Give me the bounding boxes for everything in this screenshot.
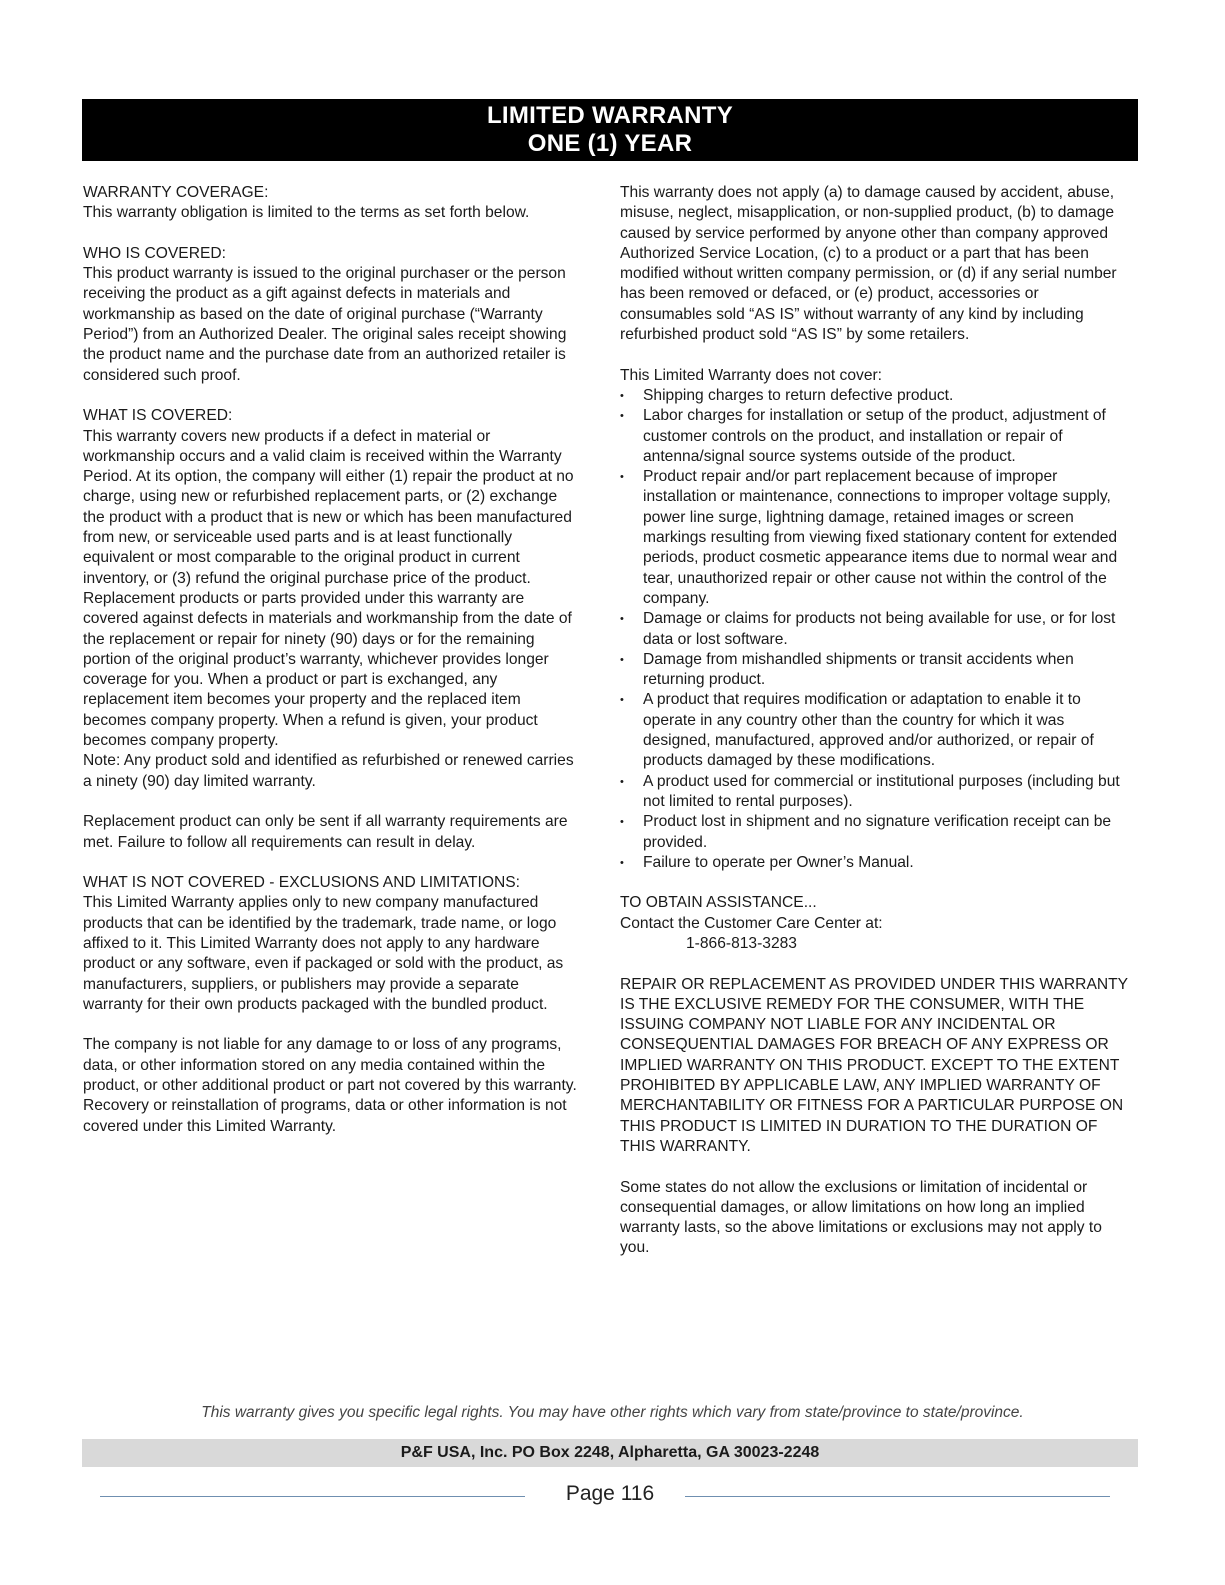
list-item: • Damage or claims for products not being available for use, or for lost data or lost software. [620,609,1130,650]
who-covered-body: This product warranty is issued to the original purchaser or the person receiving the product as a gift against defects in materials and workmanship as based on the date of original purchase (“Warranty Period”) from an Authorized Dealer. The original sales receipt showing the product name and the purchase date from an authorized retailer is considered such proof. [83,265,567,384]
what-covered-section [83,406,583,792]
list-item: • Damage from mishandled shipments or transit accidents when returning product. [620,650,1130,691]
page-divider-right [685,1496,1110,1497]
not-covered-body: This Limited Warranty applies only to new company manufactured products that can be identified by the trademark, trade name, or logo affixed to it. This Limited Warranty does not apply to any hardware product or any software, even if packaged or sold with the product, as manufacturers, suppliers, or publishers may provide a separate warranty for their own products packaged with the bundled product. [83,894,564,1013]
remedy-section [620,975,1130,1158]
customer-care-phone: 1-866-813-3283 [686,934,797,952]
page-divider-left [100,1496,525,1497]
not-covered-heading: WHAT IS NOT COVERED - EXCLUSIONS AND LIMITATIONS: [83,874,520,892]
not-apply-section [620,183,1130,345]
liability-section [83,1035,583,1136]
coverage-section [83,183,583,224]
exclusion-list [620,386,1130,873]
coverage-body: This warranty obligation is limited to the terms as set forth below. [83,204,530,222]
page-number: Page 116 [565,1482,655,1505]
states-section [620,1178,1130,1259]
what-covered-p2: Replacement products or parts provided under this warranty are covered against defects in materials and workmanship from the date of the replacement or repair for ninety (90) days or for the remaining portion of the original product’s warranty, whichever provides longer coverage for you. When a product or part is exchanged, any replacement item becomes your property and the replaced item becomes company property. When a refund is given, your product becomes company property. [83,589,572,750]
does-not-cover-section [620,366,1130,873]
warranty-title-bar [82,99,1138,161]
refurbished-note: Note: Any product sold and identified as refurbished or renewed carries a ninety (90) day limited warranty. [83,752,574,790]
who-covered-section [83,244,583,386]
assistance-heading: TO OBTAIN ASSISTANCE... [620,894,817,912]
what-covered-heading: WHAT IS COVERED: [83,407,233,425]
does-not-cover-intro: This Limited Warranty does not cover: [620,366,883,384]
list-item: • Shipping charges to return defective product. [620,386,1130,406]
not-covered-section [83,873,583,1015]
list-item: • Failure to operate per Owner’s Manual. [620,853,1130,873]
list-item: • Labor charges for installation or setup of the product, adjustment of customer controls on the product, and installation or repair of antenna/signal source systems outside of the product. [620,406,1130,467]
legal-rights-note: This warranty gives you specific legal rights. You may have other rights which vary from state/province to state/province. [201,1404,1024,1421]
remedy-body: REPAIR OR REPLACEMENT AS PROVIDED UNDER THIS WARRANTY IS THE EXCLUSIVE REMEDY FOR THE CONSUMER, WITH THE ISSUING COMPANY NOT LIABLE FOR ANY INCIDENTAL OR CONSEQUENTIAL DAMAGES FOR BREACH OF ANY EXPRESS OR IMPLIED WARRANTY ON THIS PRODUCT. EXCEPT TO THE EXTENT PROHIBITED BY APPLICABLE LAW, ANY IMPLIED WARRANTY OF MERCHANTABILITY OR FITNESS FOR A PARTICULAR PURPOSE ON THIS PRODUCT IS LIMITED IN DURATION TO THE DURATION OF THIS WARRANTY. [620,975,1128,1155]
replacement-body: Replacement product can only be sent if all warranty requirements are met. Failure to follow all requirements can result in delay. [83,813,568,851]
what-covered-p1: This warranty covers new products if a defect in material or workmanship occurs and a valid claim is received within the Warranty Period. At its option, the company will either (1) repair the product at no charge, using new or refurbished replacement parts, or (2) exchange the product with a product that is new or which has been manufactured from new, or serviceable used parts and is at least functionally equivalent or most comparable to the original product in current inventory, or (3) refund the original purchase price of the product. [83,427,574,587]
who-covered-heading: WHO IS COVERED: [83,244,226,262]
assistance-section [620,893,1130,954]
title-line-2: ONE (1) YEAR [527,130,693,157]
coverage-heading: WARRANTY COVERAGE: [83,184,269,201]
states-body: Some states do not allow the exclusions or limitation of incidental or consequential damages, or allow limitations on how long an implied warranty lasts, so the above limitations or exclusions may not apply to you. [620,1178,1102,1257]
title-line-1: LIMITED WARRANTY [486,102,734,129]
list-item: • A product that requires modification or adaptation to enable it to operate in any country other than the country for which it was designed, manufactured, approved and/or authorized, or repair of products damaged by these modifications. [620,690,1130,771]
replacement-section [83,812,583,853]
right-column [620,183,1130,1279]
liability-body: The company is not liable for any damage to or loss of any programs, data, or other information stored on any media contained within the product, or other additional product or part not covered by this warranty. Recovery or reinstallation of programs, data or other information is not covered under this Limited Warranty. [83,1036,577,1135]
left-column [83,183,583,1157]
list-item: • Product repair and/or part replacement because of improper installation or maintenance, connections to improper voltage supply, power line surge, lightning damage, retained images or screen markings resulting from viewing fixed stationary content for extended periods, product cosmetic appearance items due to normal wear and tear, unauthorized repair or other cause not within the control of the company. [620,467,1130,609]
company-address: P&F USA, Inc. PO Box 2248, Alpharetta, GA 30023-2248 [82,1439,1138,1467]
not-apply-body: This warranty does not apply (a) to damage caused by accident, abuse, misuse, neglect, misapplication, or non-supplied product, (b) to damage caused by service performed by anyone other than company approved Authorized Service Location, (c) to a product or a part that has been modified without written company permission, or (d) if any serial number has been removed or defaced, or (e) product, accessories or consumables sold “AS IS” without warranty of any kind by including refurbished product sold “AS IS” by some retailers. [620,184,1117,344]
list-item: • A product used for commercial or institutional purposes (including but not limited to rental purposes). [620,772,1130,813]
assistance-contact: Contact the Customer Care Center at: [620,914,883,932]
list-item: • Product lost in shipment and no signature verification receipt can be provided. [620,812,1130,853]
